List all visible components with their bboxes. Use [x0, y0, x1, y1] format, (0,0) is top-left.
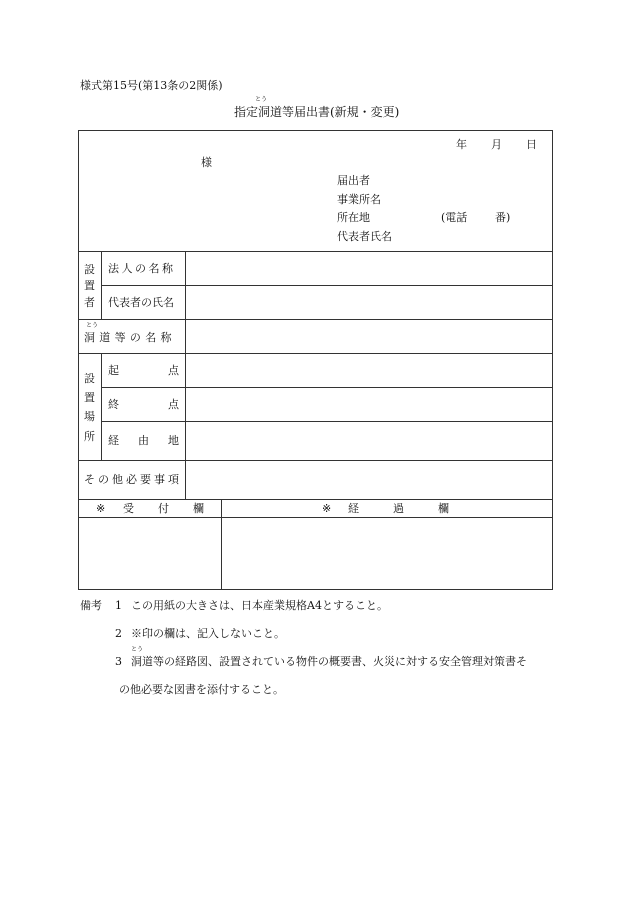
location-group-char-2: 置 [84, 391, 95, 404]
note-3-ruby: とう [131, 646, 144, 653]
progress-char-2: 過 [393, 502, 404, 515]
location-group-char-1: 設 [84, 372, 95, 385]
date-month: 月 [491, 138, 502, 151]
end-label-char-2: 点 [168, 398, 179, 411]
tunnel-name-label: 洞道等の名称 [84, 331, 176, 344]
address-label: 所在地 [337, 211, 370, 224]
office-name-label: 事業所名 [337, 193, 381, 206]
notifier-label: 届出者 [337, 174, 370, 187]
rule-installer-bottom [78, 319, 553, 320]
rule-office-divider [221, 499, 222, 590]
rule-tunnel-bottom [78, 353, 553, 354]
note-3-text: 洞道等の経路図、設置されている物件の概要書、火災に対する安全管理対策書そ [131, 655, 527, 668]
rule-location-1 [101, 387, 553, 388]
start-label-char-1: 起 [108, 364, 119, 377]
via-label-char-2: 由 [138, 434, 149, 447]
installer-group-char-3: 者 [84, 296, 95, 309]
corp-name-label: 法人の名称 [108, 262, 176, 275]
rep-name-label: 代表者の氏名 [108, 296, 174, 309]
phone-open-label: (電話 [441, 211, 468, 224]
note-3-number: 3 [115, 655, 122, 668]
title-ruby: とう [255, 96, 268, 103]
tunnel-ruby: とう [86, 322, 99, 329]
progress-char-3: 欄 [438, 502, 449, 515]
end-label-char-1: 終 [108, 398, 119, 411]
notes-heading: 備考 [80, 599, 102, 612]
note-3-continuation: の他必要な図書を添付すること。 [119, 683, 284, 696]
page-title: 指定洞道等届出書(新規・変更) [234, 105, 400, 119]
via-label-char-1: 経 [108, 434, 119, 447]
rule-location-2 [101, 421, 553, 422]
date-day: 日 [526, 138, 537, 151]
rule-location-bottom [78, 460, 553, 461]
representative-label: 代表者氏名 [337, 230, 392, 243]
location-group-char-4: 所 [84, 430, 95, 443]
note-2-text: ※印の欄は、記入しないこと。 [131, 627, 285, 640]
addressee-suffix: 様 [201, 156, 212, 169]
progress-mark: ※ [322, 502, 332, 515]
reception-char-3: 欄 [193, 502, 204, 515]
reception-char-1: 受 [123, 502, 134, 515]
rule-installer-group-divider [101, 251, 102, 319]
form-number: 様式第15号(第13条の2関係) [80, 79, 223, 92]
installer-group-char-1: 設 [84, 263, 95, 276]
installer-group-char-2: 置 [84, 279, 95, 292]
location-group-char-3: 場 [84, 410, 95, 423]
phone-close-label: 番) [495, 211, 511, 224]
date-year: 年 [456, 138, 467, 151]
note-1-number: 1 [115, 599, 122, 612]
rule-installer-mid [101, 285, 553, 286]
other-items-label: その他必要事項 [84, 473, 182, 486]
reception-char-2: 付 [158, 502, 169, 515]
rule-office-header-bottom [78, 517, 553, 518]
rule-location-group-divider [101, 353, 102, 460]
rule-other-bottom [78, 499, 553, 500]
form-frame [78, 130, 553, 590]
note-2-number: 2 [115, 627, 122, 640]
reception-mark: ※ [96, 502, 106, 515]
progress-char-1: 経 [348, 502, 359, 515]
rule-label-value-divider [185, 251, 186, 499]
note-1-text: この用紙の大きさは、日本産業規格A4とすること。 [131, 599, 388, 612]
via-label-char-3: 地 [168, 434, 179, 447]
start-label-char-2: 点 [168, 364, 179, 377]
rule-applicant-bottom [78, 251, 553, 252]
